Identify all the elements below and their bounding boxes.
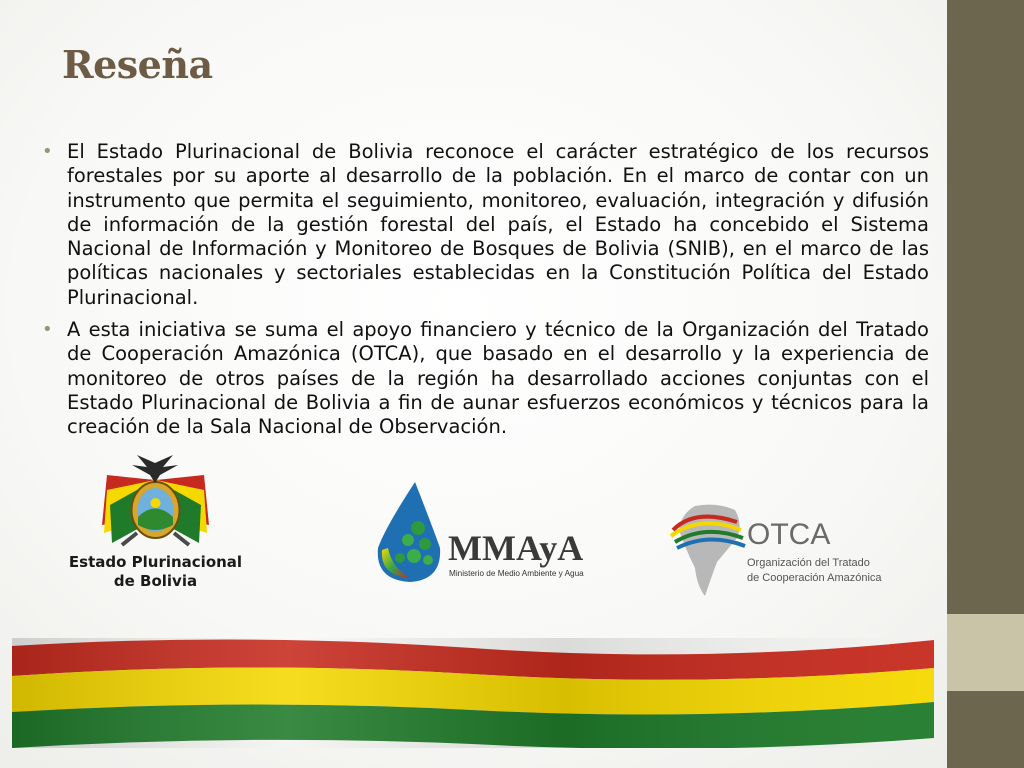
otca-logo: [665, 500, 895, 600]
bullet-marker: •: [42, 141, 53, 162]
bullet-text: El Estado Plurinacional de Bolivia reconoce el carácter estratégico de los recursos forestales por su aporte al desarrollo de la población. En el marco de contar con un instrumento que permita el seguimiento, monitoreo, evaluación, integración y difusión de información de la gestión forestal del país, el Estado ha concebido el Sistema Nacional de Información y Monitoreo de Bosques de Bolivia (SNIB), en el marco de las políticas nacionales y sectoriales establecidas en la Constitución Política del Estado Plurinacional.: [67, 140, 929, 309]
otca-name: OTCA: [747, 518, 831, 551]
bullet-item: [42, 318, 929, 439]
south-america-map-icon: [671, 505, 745, 596]
mmaya-subtitle: Ministerio de Medio Ambiente y Agua: [449, 569, 584, 578]
bullet-text: A esta iniciativa se suma el apoyo financiero y técnico de la Organización del Tratado de Cooperación Amazónica (OTCA), que basado en el desarrollo y la experiencia de monitoreo de otros países de la región ha desarrollado acciones conjuntas con el Estado Plurinacional de Bolivia a fin de aunar esfuerzos económicos y técnicos para la creación de la Sala Nacional de Observación.: [67, 318, 929, 439]
otca-line2: de Cooperación Amazónica: [747, 572, 882, 584]
sidebar-band-bottom: [947, 691, 1024, 768]
bolivia-logo-line2: de Bolivia: [113, 572, 198, 590]
mmaya-logo: [370, 478, 600, 588]
sidebar-band-middle: [947, 614, 1024, 691]
coat-of-arms-icon: [102, 455, 209, 545]
mmaya-name: MMAyA: [448, 528, 584, 568]
bolivia-logo-caption: [62, 553, 249, 591]
bolivia-flag-banner: [12, 638, 934, 748]
otca-line1: Organización del Tratado: [747, 557, 870, 569]
bullet-list: [42, 140, 929, 448]
slide-title: Reseña: [62, 42, 213, 87]
sidebar-band-top: [947, 0, 1024, 614]
water-drop-icon: [378, 482, 440, 582]
bullet-marker: •: [42, 319, 53, 341]
bullet-item: [42, 140, 929, 310]
bolivia-logo-line1: Estado Plurinacional: [68, 553, 243, 571]
